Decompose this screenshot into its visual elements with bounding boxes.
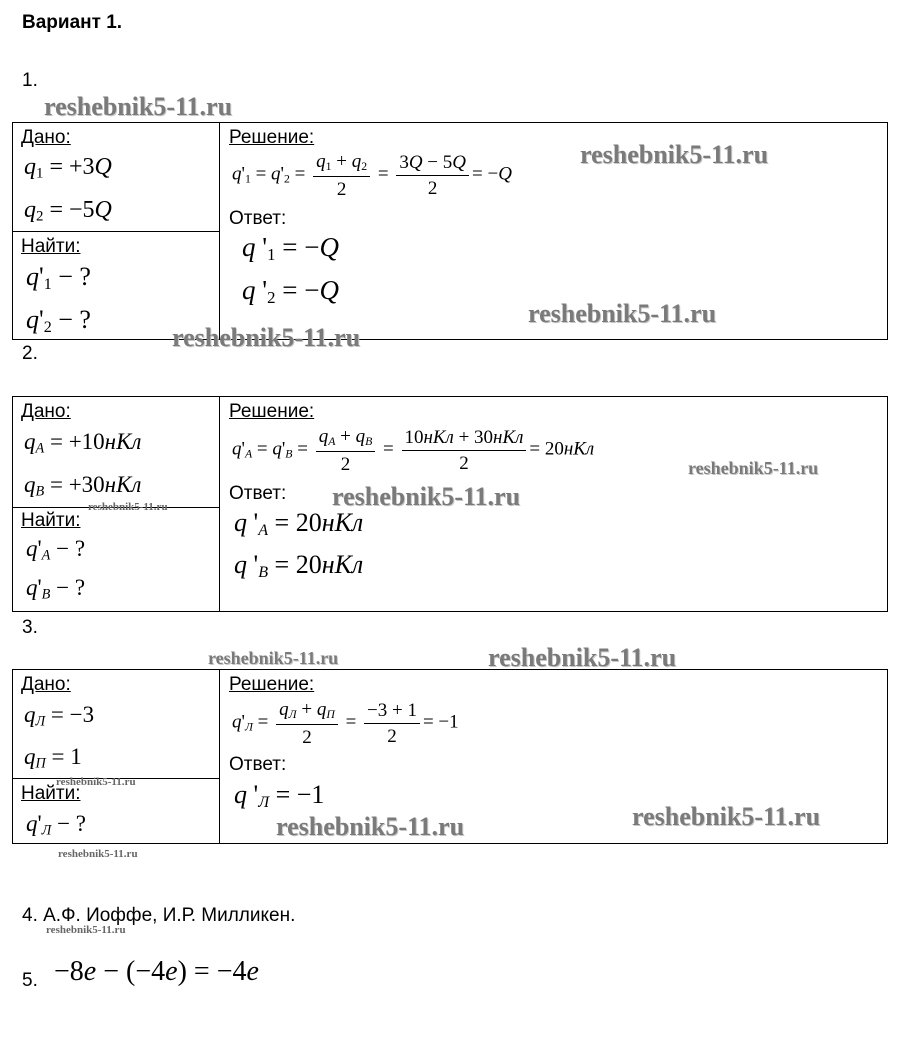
find-qb: $q'_B$ − ? [26, 575, 86, 603]
watermark: reshebnik5-11.ru [580, 140, 769, 169]
watermark: reshebnik5-11.ru [44, 92, 233, 121]
item-5-formula: −8e − (−4e) = −4e [54, 956, 259, 987]
given-qa: $q_A = +10нКл$ [24, 429, 142, 457]
find-header: Найти: [21, 236, 81, 257]
solution-header: Решение: [229, 401, 315, 422]
watermark: reshebnik5-11.ru [276, 812, 465, 841]
find-qa: $q'_A$ − ? [26, 536, 86, 564]
solution-formula-1: $q'_1 = q'_2$ = $\frac{q_1 + q_2}{2}$ = $\frac{3Q - 5Q}{2}$ = −Q [232, 151, 512, 200]
watermark: reshebnik5-11.ru [46, 924, 126, 936]
find-q2: $q'_2$ − ? [26, 305, 91, 337]
given-qb: $q_B = +30нКл$ [24, 472, 142, 500]
solution-header: Решение: [229, 674, 315, 695]
answer-label: Ответ: [229, 754, 287, 775]
watermark: reshebnik5-11.ru [56, 776, 136, 788]
item-5-number: 5. [22, 970, 38, 991]
watermark: reshebnik5-11.ru [488, 643, 677, 672]
answer-qb: q '$_B = 20нКл$ [234, 550, 364, 582]
given-header: Дано: [21, 127, 71, 148]
solution-formula-3: $q'_Л$ = $\frac{q_Л + q_П}{2}$ = $\frac{-3 + 1}{2}$ = −1 [232, 699, 459, 748]
watermark: reshebnik5-11.ru [688, 458, 819, 478]
problem-1-number: 1. [22, 70, 38, 91]
watermark: reshebnik5-11.ru [632, 802, 821, 831]
given-qp: $q_П = 1$ [24, 744, 82, 772]
watermark: reshebnik5-11.ru [58, 848, 138, 860]
answer-ql: q '$_Л = -1$ [234, 780, 325, 812]
answer-q1: q '$_1 = -Q$ [242, 232, 339, 265]
given-header: Дано: [21, 401, 71, 422]
item-4-text: 4. А.Ф. Иоффе, И.Р. Милликен. [22, 905, 296, 926]
find-q1: $q'_1$ − ? [26, 262, 91, 294]
problem-3-number: 3. [22, 617, 38, 638]
find-header: Найти: [21, 510, 81, 531]
watermark: reshebnik5-11.ru [172, 323, 361, 352]
answer-label: Ответ: [229, 208, 287, 229]
solution-header: Решение: [229, 127, 315, 148]
watermark: reshebnik5-11.ru [208, 648, 339, 668]
watermark: reshebnik5-11.ru [88, 501, 168, 513]
given-q2: $q_2 = -5Q$ [24, 197, 112, 225]
given-header: Дано: [21, 674, 71, 695]
page-title: Вариант 1. [22, 12, 123, 33]
given-ql: $q_Л = -3$ [24, 702, 95, 730]
find-header: Найти: [21, 783, 81, 804]
watermark: reshebnik5-11.ru [528, 299, 717, 328]
find-ql: $q'_Л$ − ? [26, 811, 86, 839]
solution-formula-2: $q'_A = q'_B$ = $\frac{q_A + q_B}{2}$ = $\frac{\text{10нКл + 30нКл}}{2}$ = 20нКл [232, 426, 595, 475]
watermark: reshebnik5-11.ru [332, 482, 521, 511]
given-q1: $q_1 = +3Q$ [24, 154, 112, 182]
answer-qa: q '$_A = 20нКл$ [234, 508, 364, 540]
answer-q2: q '$_2 = -Q$ [242, 275, 339, 308]
answer-label: Ответ: [229, 483, 287, 504]
problem-2-number: 2. [22, 343, 38, 364]
